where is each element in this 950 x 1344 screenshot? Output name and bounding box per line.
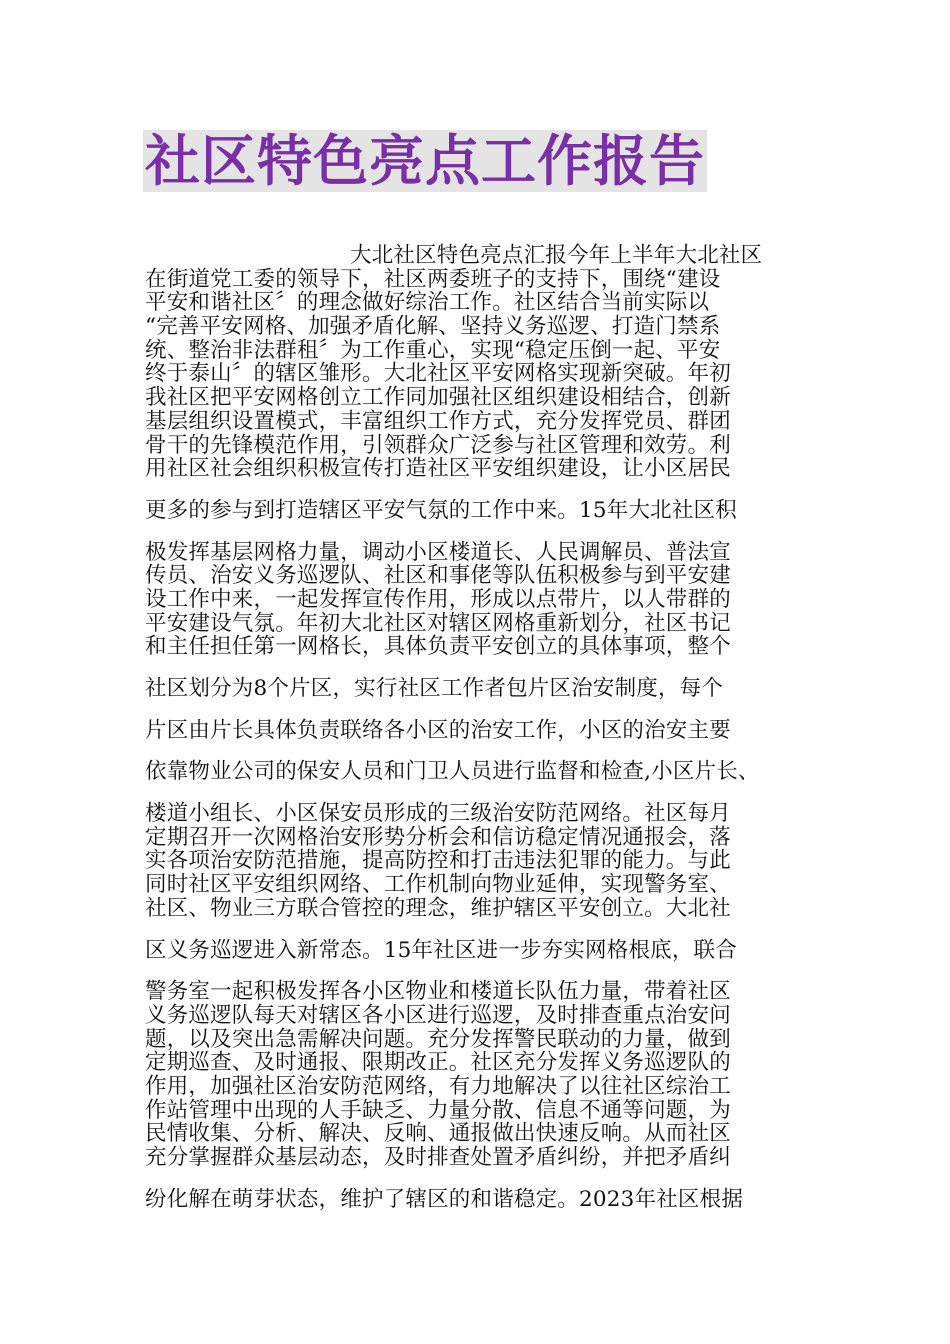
text-line: 在街道党工委的领导下，社区两委班子的支持下，围绕“建设 xyxy=(145,266,721,292)
text-line: 我社区把平安网格创立工作同加强社区组织建设相结合，创新 xyxy=(145,385,731,411)
text-line: 同时社区平安组织网络、工作机制向物业延伸，实现警务室、 xyxy=(145,872,731,898)
text-line: 平安和谐社区〞的理念做好综治工作。社区结合当前实际以 xyxy=(145,290,710,316)
text-line: 和主任担任第一网格长，具体负责平安创立的具体事项，整个 xyxy=(145,634,731,660)
text-line: 警务室一起积极发挥各小区物业和楼道长队伍力量，带着社区 xyxy=(145,979,731,1005)
text-line: 充分掌握群众基层动态，及时排查处置矛盾纠纷，并把矛盾纠 xyxy=(145,1145,731,1170)
text-line: 民情收集、分析、解决、反响、通报做出快速反响。从而社区 xyxy=(145,1121,731,1147)
title-highlight xyxy=(143,130,707,192)
page-title: 社区特色亮点工作报告 xyxy=(145,129,706,193)
text-line: 更多的参与到打造辖区平安气氛的工作中来。15年大北社区积 xyxy=(145,497,737,523)
text-line: 楼道小组长、小区保安员形成的三级治安防范网络。社区每月 xyxy=(145,801,731,827)
text-line: 骨干的先锋模范作用，引领群众广泛参与社区管理和效劳。利 xyxy=(145,432,731,458)
text-line: 传员、治安义务巡逻队、社区和事佬等队伍积极参与到平安建 xyxy=(145,563,731,589)
text-line: 终于泰山〞的辖区雏形。大北社区平安网格实现新突破。年初 xyxy=(145,361,731,387)
text-line: 定期召开一次网格治安形势分析会和信访稳定情况通报会，落 xyxy=(145,824,731,850)
body-text xyxy=(145,244,810,1211)
text-line: 作用，加强社区治安防范网络，有力地解决了以往社区综治工 xyxy=(145,1073,731,1099)
text-line: 题，以及突出急需解决问题。充分发挥警民联动的力量，做到 xyxy=(145,1026,731,1052)
text-line: 平安建设气氛。年初大北社区对辖区网格重新划分，社区书记 xyxy=(145,610,731,636)
text-line: 极发挥基层网格力量，调动小区楼道长、人民调解员、普法宣 xyxy=(145,539,731,565)
text-line: 社区划分为8个片区，实行社区工作者包片区治安制度，每个 xyxy=(145,676,724,701)
text-line: 纷化解在萌芽状态，维护了辖区的和谐稳定。2023年社区根据 xyxy=(145,1186,744,1212)
text-line: 区义务巡逻进入新常态。15年社区进一步夯实网格根底，联合 xyxy=(145,937,737,963)
text-line: “完善平安网格、加强矛盾化解、坚持义务巡逻、打造门禁系 xyxy=(145,314,721,340)
text-line: 义务巡逻队每天对辖区各小区进行巡逻，及时排查重点治安问 xyxy=(145,1002,731,1028)
text-line: 依靠物业公司的保安人员和门卫人员进行监督和检查,小区片长、 xyxy=(145,759,760,785)
text-line: 基层组织设置模式，丰富组织工作方式，充分发挥党员、群团 xyxy=(145,408,731,434)
text-line: 设工作中来，一起发挥宣传作用，形成以点带片，以人带群的 xyxy=(145,586,731,612)
text-line: 统、整治非法群租〞为工作重心，实现“稳定压倒一起、平安 xyxy=(145,337,721,363)
text-line: 片区由片长具体负责联络各小区的治安工作，小区的治安主要 xyxy=(145,717,731,743)
text-line: 社区、物业三方联合管控的理念，维护辖区平安创立。大北社 xyxy=(145,895,731,921)
text-line: 大北社区特色亮点汇报今年上半年大北社区 xyxy=(350,243,763,268)
text-line: 用社区社会组织积极宣传打造社区平安组织建设，让小区居民 xyxy=(145,456,731,482)
text-line: 作站管理中出现的人手缺乏、力量分散、信息不通等问题，为 xyxy=(145,1097,731,1123)
text-line: 实各项治安防范措施，提高防控和打击违法犯罪的能力。与此 xyxy=(145,848,731,874)
text-line: 定期巡查、及时通报、限期改正。社区充分发挥义务巡逻队的 xyxy=(145,1050,731,1076)
